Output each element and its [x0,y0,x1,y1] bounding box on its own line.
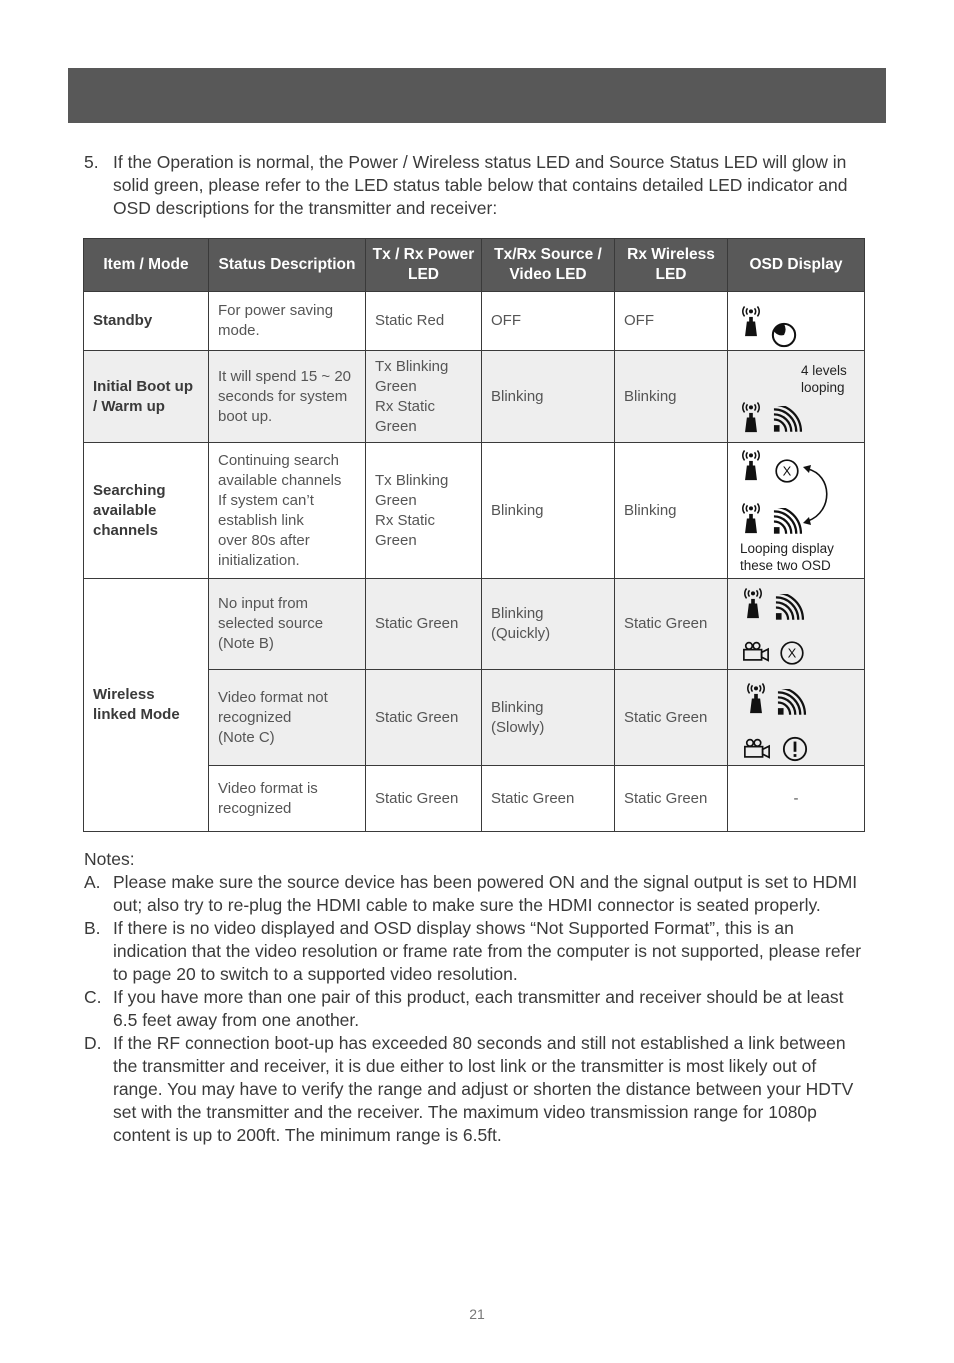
note-a-text: Please make sure the source device has been powered ON and the signal output is set to HDMI out; also try to re-plug the HDMI cable to make sure the HDMI connector is seated properly. [113,872,858,915]
desc-no-input-text: No input from selected source [218,595,324,632]
col-header-power-led: Tx / Rx Power LED [366,239,482,292]
power-led-search-tx: Tx Blinking Green [375,471,449,509]
osd-standby [728,292,865,351]
signal-bars-icon [775,594,805,621]
osd-no-input [728,579,865,670]
osd-search-note-1: Looping display [740,541,834,556]
notes-section [84,848,864,1147]
wireless-tower-icon [742,587,764,620]
osd-search-note-2: these two OSD [740,558,831,573]
col-header-mode: Item / Mode [84,239,209,292]
power-led-search [366,443,482,579]
desc-search-line-3: If system can’t [218,491,314,509]
desc-search-line-6: initialization. [218,551,300,569]
osd-recognized: - [728,766,865,832]
desc-search [209,443,366,579]
table-header-row [84,239,865,292]
source-led-not-recognized [482,670,615,766]
table-row-no-input [84,579,865,670]
x-glyph: X [787,645,797,661]
mode-wireless-linked: Wireless linked Mode [84,579,209,832]
source-led-recognized: Static Green [482,766,615,832]
power-led-boot-tx: Tx Blinking Green [375,357,449,395]
desc-boot: It will spend 15 ~ 20 seconds for system boot up. [209,351,366,443]
video-camera-icon [742,641,770,662]
table-row-standby [84,292,865,351]
note-d [84,1032,864,1147]
source-led-standby: OFF [482,292,615,351]
desc-search-line-5: over 80s after [218,531,310,549]
wireless-tower-icon [740,502,762,535]
desc-search-line-4: establish link [218,511,304,529]
note-d-text: If the RF connection boot-up has exceeded 80 seconds and still not established a link between the transmitter and receiver, it is due either to lost link or the transmitter is most likely out of range. You may have to verify the range and adjust or shorten the distance between your HDTV set with the transmitter and the receiver. The maximum video transmission range for 1080p content is up to 200ft. The minimum range is 6.5ft. [113,1033,854,1145]
signal-bars-icon [777,689,807,716]
desc-no-input [209,579,366,670]
col-header-osd: OSD Display [728,239,865,292]
wireless-tower-icon [740,305,762,338]
page-number: 21 [469,1306,485,1322]
power-led-boot [366,351,482,443]
note-a-label: A. [84,872,101,892]
desc-search-line-1: Continuing search [218,451,339,469]
mode-search: Searching available channels [84,443,209,579]
power-led-no-input: Static Green [366,579,482,670]
osd-boot-note-2: looping [801,380,845,395]
desc-recognized: Video format is recognized [209,766,366,832]
desc-standby: For power saving mode. [209,292,366,351]
note-c [84,986,864,1032]
source-led-no-input-state: Blinking [491,605,544,622]
source-led-not-recognized-state: Blinking [491,698,544,716]
wireless-led-standby: OFF [615,292,728,351]
wireless-led-search: Blinking [615,443,728,579]
table-row-boot [84,351,865,443]
note-b-label: B. [84,918,101,938]
note-b [84,917,864,986]
note-a [84,871,864,917]
notes-title: Notes: [84,849,135,869]
power-led-boot-rx: Rx Static Green [375,397,436,435]
step-number: 5. [84,152,99,172]
osd-boot [728,351,865,443]
video-camera-icon [743,738,771,759]
signal-bars-icon [773,508,803,535]
step-5 [84,151,864,220]
power-led-not-recognized: Static Green [366,670,482,766]
table-row-search [84,443,865,579]
mode-boot: Initial Boot up / Warm up [84,351,209,443]
desc-search-line-2: available channels [218,471,342,489]
note-c-label: C. [84,987,102,1007]
desc-not-recognized-note: (Note C) [218,728,275,746]
sleep-moon-icon [771,322,797,348]
wireless-led-recognized: Static Green [615,766,728,832]
source-led-boot: Blinking [482,351,615,443]
source-led-no-input-speed: (Quickly) [491,625,551,642]
note-b-text: If there is no video displayed and OSD display shows “Not Supported Format”, this is an indication that the video resolution or frame rate from the computer is not supported, please refer to page 20 to switch to a supported video resolution. [113,918,862,984]
col-header-source-led: Tx/Rx Source / Video LED [482,239,615,292]
header-bar [68,68,886,123]
x-glyph: X [782,463,792,479]
osd-boot-note-1: 4 levels [801,363,847,378]
wireless-tower-icon [740,449,762,482]
desc-not-recognized [209,670,366,766]
osd-search [728,443,865,579]
led-status-table [83,238,865,832]
warning-exclamation-icon [782,736,808,762]
osd-not-recognized [728,670,865,766]
wireless-led-no-input: Static Green [615,579,728,670]
power-led-standby: Static Red [366,292,482,351]
power-led-recognized: Static Green [366,766,482,832]
source-led-search: Blinking [482,443,615,579]
col-header-description: Status Description [209,239,366,292]
wireless-tower-icon [740,401,762,434]
wireless-tower-icon [745,682,767,715]
source-led-not-recognized-speed: (Slowly) [491,718,545,736]
desc-no-input-note: (Note B) [218,635,274,652]
signal-bars-icon [773,406,803,433]
note-c-text: If you have more than one pair of this product, each transmitter and receiver should be at least 6.5 feet away from one another. [113,987,844,1030]
wireless-led-boot: Blinking [615,351,728,443]
note-d-label: D. [84,1033,102,1053]
x-circle-icon [775,459,799,483]
mode-standby: Standby [84,292,209,351]
col-header-wireless-led: Rx Wireless LED [615,239,728,292]
step-text: If the Operation is normal, the Power / Wireless status LED and Source Status LED will glow in solid green, please refer to the LED status table below that contains detailed LED indicator and OSD descriptions for the transmitter and receiver: [113,152,848,218]
source-led-no-input [482,579,615,670]
loop-arrow-icon [802,463,836,527]
power-led-search-rx: Rx Static Green [375,511,436,549]
desc-not-recognized-text: Video format not recognized [218,688,328,726]
x-circle-icon [780,641,804,665]
wireless-led-not-recognized: Static Green [615,670,728,766]
